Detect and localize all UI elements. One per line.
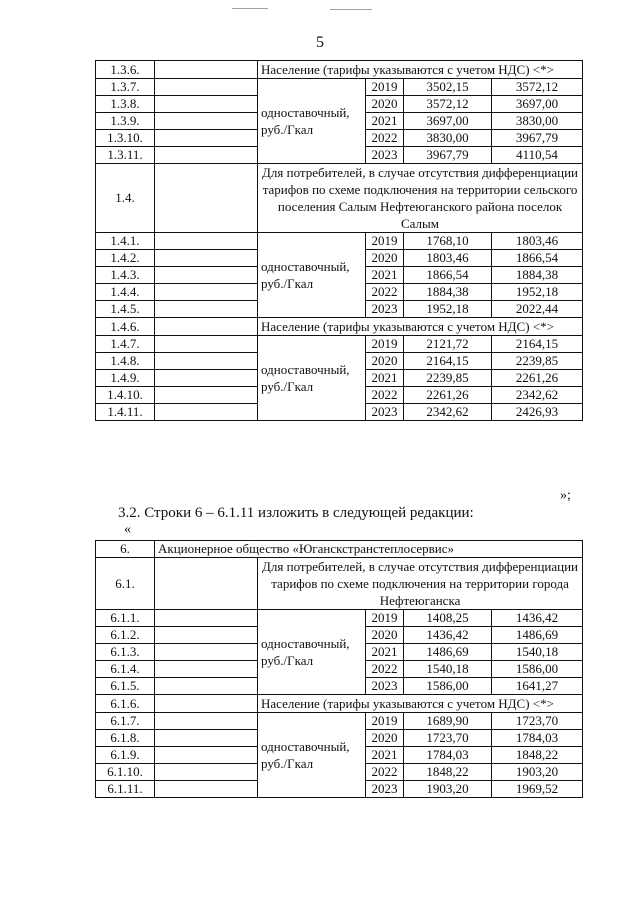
table-row <box>96 610 583 627</box>
first-half-value: 2164,15 <box>404 353 492 370</box>
first-half-value: 3697,00 <box>404 113 492 130</box>
row-number: 1.4.8. <box>96 353 155 370</box>
year-cell: 2019 <box>366 610 404 627</box>
year-cell: 2022 <box>366 764 404 781</box>
second-half-value: 1784,03 <box>492 730 583 747</box>
year-cell: 2020 <box>366 627 404 644</box>
row-number: 6. <box>96 541 155 558</box>
page-number: 5 <box>316 34 324 51</box>
year-cell: 2019 <box>366 79 404 96</box>
second-half-value: 1723,70 <box>492 713 583 730</box>
organization-row <box>96 541 583 558</box>
empty-cell <box>155 747 258 764</box>
first-half-value: 1884,38 <box>404 284 492 301</box>
tariff-unit: одноставочный, руб./Гкал <box>258 79 366 164</box>
table-row <box>96 79 583 96</box>
first-half-value: 1586,00 <box>404 678 492 695</box>
empty-cell <box>155 96 258 113</box>
table-row <box>96 713 583 730</box>
year-cell: 2020 <box>366 250 404 267</box>
row-number: 1.3.11. <box>96 147 155 164</box>
empty-cell <box>155 781 258 798</box>
second-half-value: 1436,42 <box>492 610 583 627</box>
empty-cell <box>155 147 258 164</box>
second-half-value: 2164,15 <box>492 336 583 353</box>
first-half-value: 1723,70 <box>404 730 492 747</box>
empty-cell <box>155 267 258 284</box>
empty-cell <box>155 233 258 250</box>
year-cell: 2023 <box>366 147 404 164</box>
empty-cell <box>155 730 258 747</box>
row-number: 6.1.8. <box>96 730 155 747</box>
scan-artifact <box>232 8 268 9</box>
row-number: 1.4.4. <box>96 284 155 301</box>
section-heading: Для потребителей, в случае отсутствия дифференциации тарифов по схеме подключения на территории сельского поселения Салым Нефтеюганского района поселок Салым <box>258 164 583 233</box>
row-number: 6.1.11. <box>96 781 155 798</box>
second-half-value: 3830,00 <box>492 113 583 130</box>
first-half-value: 2342,62 <box>404 404 492 421</box>
year-cell: 2020 <box>366 730 404 747</box>
empty-cell <box>155 130 258 147</box>
empty-cell <box>155 318 258 336</box>
empty-cell <box>155 661 258 678</box>
row-number: 6.1.10. <box>96 764 155 781</box>
empty-cell <box>155 695 258 713</box>
row-number: 1.4.5. <box>96 301 155 318</box>
row-number: 6.1.7. <box>96 713 155 730</box>
year-cell: 2022 <box>366 130 404 147</box>
empty-cell <box>155 627 258 644</box>
row-number: 6.1.9. <box>96 747 155 764</box>
first-half-value: 2121,72 <box>404 336 492 353</box>
second-half-value: 2239,85 <box>492 353 583 370</box>
row-number: 6.1.1. <box>96 610 155 627</box>
first-half-value: 3830,00 <box>404 130 492 147</box>
table-row <box>96 336 583 353</box>
row-number: 1.4.9. <box>96 370 155 387</box>
empty-cell <box>155 370 258 387</box>
empty-cell <box>155 61 258 79</box>
row-number: 1.4.7. <box>96 336 155 353</box>
second-half-value: 1969,52 <box>492 781 583 798</box>
first-half-value: 1540,18 <box>404 661 492 678</box>
year-cell: 2019 <box>366 713 404 730</box>
section-heading: Население (тарифы указываются с учетом НДС) <*> <box>258 318 583 336</box>
empty-cell <box>155 79 258 96</box>
row-number: 6.1.3. <box>96 644 155 661</box>
row-number: 1.3.8. <box>96 96 155 113</box>
year-cell: 2022 <box>366 661 404 678</box>
first-half-value: 3967,79 <box>404 147 492 164</box>
table-row <box>96 233 583 250</box>
second-half-value: 1884,38 <box>492 267 583 284</box>
first-half-value: 1848,22 <box>404 764 492 781</box>
year-cell: 2021 <box>366 644 404 661</box>
empty-cell <box>155 284 258 301</box>
second-half-value: 3697,00 <box>492 96 583 113</box>
section-heading: Население (тарифы указываются с учетом НДС) <*> <box>258 61 583 79</box>
section-heading: Для потребителей, в случае отсутствия дифференциации тарифов по схеме подключения на территории города Нефтеюганска <box>258 558 583 610</box>
row-number: 6.1. <box>96 558 155 610</box>
second-half-value: 2261,26 <box>492 370 583 387</box>
second-half-value: 1486,69 <box>492 627 583 644</box>
row-number: 1.4.10. <box>96 387 155 404</box>
section-heading: Население (тарифы указываются с учетом НДС) <*> <box>258 695 583 713</box>
year-cell: 2021 <box>366 747 404 764</box>
second-half-value: 2022,44 <box>492 301 583 318</box>
first-half-value: 1903,20 <box>404 781 492 798</box>
instruction-text: 3.2. Строки 6 – 6.1.11 изложить в следующей редакции: <box>118 505 474 521</box>
year-cell: 2023 <box>366 404 404 421</box>
first-half-value: 3502,15 <box>404 79 492 96</box>
row-number: 6.1.5. <box>96 678 155 695</box>
first-half-value: 1768,10 <box>404 233 492 250</box>
year-cell: 2023 <box>366 678 404 695</box>
first-half-value: 1436,42 <box>404 627 492 644</box>
second-half-value: 1586,00 <box>492 661 583 678</box>
empty-cell <box>155 678 258 695</box>
section-heading-row <box>96 318 583 336</box>
year-cell: 2022 <box>366 387 404 404</box>
section-heading-row <box>96 695 583 713</box>
first-half-value: 1408,25 <box>404 610 492 627</box>
first-half-value: 1803,46 <box>404 250 492 267</box>
second-half-value: 1803,46 <box>492 233 583 250</box>
year-cell: 2022 <box>366 284 404 301</box>
empty-cell <box>155 610 258 627</box>
year-cell: 2023 <box>366 781 404 798</box>
empty-cell <box>155 404 258 421</box>
second-half-value: 1641,27 <box>492 678 583 695</box>
year-cell: 2021 <box>366 370 404 387</box>
row-number: 6.1.4. <box>96 661 155 678</box>
first-half-value: 1486,69 <box>404 644 492 661</box>
section-heading-row <box>96 164 583 233</box>
first-half-value: 2239,85 <box>404 370 492 387</box>
second-half-value: 2342,62 <box>492 387 583 404</box>
row-number: 1.4.6. <box>96 318 155 336</box>
section-heading-row <box>96 558 583 610</box>
first-half-value: 1866,54 <box>404 267 492 284</box>
second-half-value: 1848,22 <box>492 747 583 764</box>
tariff-unit: одноставочный, руб./Гкал <box>258 336 366 421</box>
first-half-value: 1689,90 <box>404 713 492 730</box>
second-half-value: 2426,93 <box>492 404 583 421</box>
row-number: 1.3.9. <box>96 113 155 130</box>
tariff-unit: одноставочный, руб./Гкал <box>258 233 366 318</box>
tariff-unit: одноставочный, руб./Гкал <box>258 610 366 695</box>
second-half-value: 3967,79 <box>492 130 583 147</box>
year-cell: 2020 <box>366 96 404 113</box>
tariff-table-2 <box>95 540 583 798</box>
empty-cell <box>155 250 258 267</box>
row-number: 1.4.11. <box>96 404 155 421</box>
first-half-value: 2261,26 <box>404 387 492 404</box>
organization-name: Акционерное общество «Юганскстранстеплосервис» <box>155 541 583 558</box>
section-heading-row <box>96 61 583 79</box>
row-number: 6.1.6. <box>96 695 155 713</box>
second-half-value: 1540,18 <box>492 644 583 661</box>
row-number: 1.3.6. <box>96 61 155 79</box>
second-half-value: 1866,54 <box>492 250 583 267</box>
year-cell: 2021 <box>366 267 404 284</box>
opening-quote: « <box>124 522 131 537</box>
tariff-table-1 <box>95 60 583 421</box>
second-half-value: 4110,54 <box>492 147 583 164</box>
empty-cell <box>155 644 258 661</box>
year-cell: 2019 <box>366 336 404 353</box>
empty-cell <box>155 113 258 130</box>
empty-cell <box>155 301 258 318</box>
second-half-value: 1952,18 <box>492 284 583 301</box>
second-half-value: 1903,20 <box>492 764 583 781</box>
year-cell: 2020 <box>366 353 404 370</box>
row-number: 1.4. <box>96 164 155 233</box>
tariff-unit: одноставочный, руб./Гкал <box>258 713 366 798</box>
second-half-value: 3572,12 <box>492 79 583 96</box>
empty-cell <box>155 353 258 370</box>
row-number: 1.3.7. <box>96 79 155 96</box>
empty-cell <box>155 713 258 730</box>
row-number: 1.4.3. <box>96 267 155 284</box>
first-half-value: 1952,18 <box>404 301 492 318</box>
empty-cell <box>155 558 258 610</box>
year-cell: 2019 <box>366 233 404 250</box>
row-number: 1.4.1. <box>96 233 155 250</box>
first-half-value: 3572,12 <box>404 96 492 113</box>
row-number: 1.4.2. <box>96 250 155 267</box>
row-number: 6.1.2. <box>96 627 155 644</box>
row-number: 1.3.10. <box>96 130 155 147</box>
scan-artifact <box>330 9 372 10</box>
empty-cell <box>155 336 258 353</box>
empty-cell <box>155 387 258 404</box>
year-cell: 2021 <box>366 113 404 130</box>
empty-cell <box>155 764 258 781</box>
closing-quote: »; <box>560 488 571 503</box>
empty-cell <box>155 164 258 233</box>
first-half-value: 1784,03 <box>404 747 492 764</box>
year-cell: 2023 <box>366 301 404 318</box>
